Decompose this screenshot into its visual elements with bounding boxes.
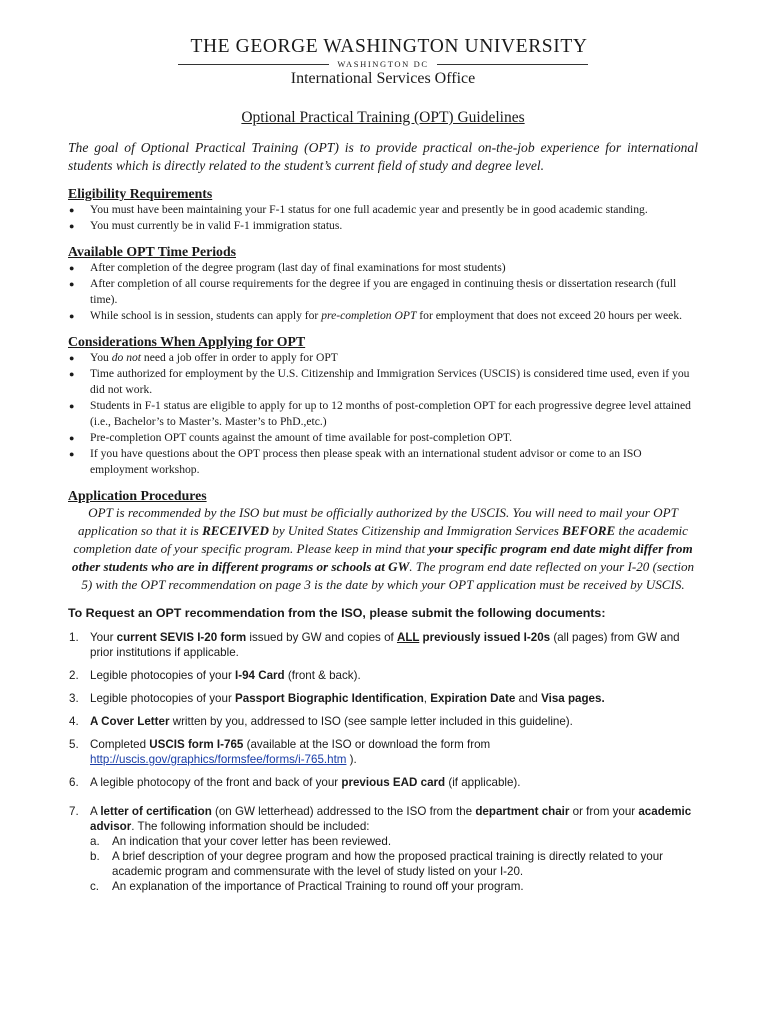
list-item: ● While school is in session, students can apply for pre-completion OPT for employment that does not exceed 20 hours per week.	[69, 309, 683, 322]
bullet-icon: ●	[69, 311, 75, 321]
intro-paragraph: The goal of Optional Practical Training (OPT) is to provide practical on-the-job experience for international students which is directly related to the student’s current field of study and degree level.	[68, 140, 698, 173]
location-line	[178, 59, 588, 69]
sub-list-item: c. An explanation of the importance of Practical Training to round off your program.	[90, 880, 524, 893]
office-name: International Services Office	[290, 70, 476, 87]
list-item: 3. Legible photocopies of your Passport Biographic Identification, Expiration Date and Visa pages.	[69, 692, 605, 705]
periods-heading: Available OPT Time Periods	[68, 244, 236, 259]
sub-list-item: b. A brief description of your degree program and how the proposed practical training is directly related to your academic program and commensurate with the level of study listed on your I-20.	[90, 850, 664, 878]
request-heading: To Request an OPT recommendation from the ISO, please submit the following documents:	[68, 606, 606, 620]
list-item: ● Time authorized for employment by the U.S. Citizenship and Immigration Services (USCIS) is considered time used, even if you did not work.	[69, 367, 690, 396]
rule-right	[437, 64, 588, 65]
eligibility-list	[68, 202, 698, 234]
bullet-icon: ●	[69, 369, 75, 379]
certification-sublist	[90, 834, 698, 894]
considerations-heading: Considerations When Applying for OPT	[68, 334, 306, 349]
university-location: WASHINGTON DC	[337, 59, 429, 69]
bullet-icon: ●	[69, 353, 75, 363]
document-title: Optional Practical Training (OPT) Guidelines	[241, 109, 525, 126]
list-item: ● If you have questions about the OPT process then please speak with an international student advisor or come to an ISO employment workshop.	[69, 447, 642, 476]
list-item: 4. A Cover Letter written by you, addressed to ISO (see sample letter included in this guideline).	[69, 715, 573, 728]
procedures-paragraph: OPT is recommended by the ISO but must be officially authorized by the USCIS. You will need to mail your OPT application so that it is RECEIVED by United States Citizenship and Immigration Services BEFORE the academic completion date of your specific program. Please keep in mind that your specific program end date might differ from other students who are in different programs or schools at GW. The program end date reflected on your I-20 (section 5) with the OPT recommendation on page 3 is the date by which your OPT application must be received by USCIS.	[71, 505, 695, 592]
list-item: ● Pre-completion OPT counts against the amount of time available for post-completion OPT.	[69, 431, 513, 444]
list-item: 7. A letter of certification (on GW letterhead) addressed to the ISO from the department chair or from your academic advisor. The following information should be included: a. An indication that your cover letter has been reviewed. b. A brief description of your degree program and how the proposed practical training is directly related to your academic program and commensurate with the level of study listed on your I-20. c. An explanation of the importance of Practical Training to round off your program.	[68, 804, 698, 894]
list-item: ● You must currently be in valid F-1 immigration status.	[69, 219, 343, 232]
bullet-icon: ●	[69, 263, 75, 273]
periods-list	[68, 260, 698, 324]
list-item: ● Students in F-1 status are eligible to apply for up to 12 months of post-completion OPT for each progressive degree level attained (i.e., Bachelor’s to Master’s. Master’s to PhD.,etc.)	[69, 399, 691, 428]
university-name: THE GEORGE WASHINGTON UNIVERSITY	[190, 36, 588, 57]
rule-left	[178, 64, 329, 65]
bullet-icon: ●	[69, 401, 75, 411]
list-item: 5. Completed USCIS form I-765 (available at the ISO or download the form from http://uscis.gov/graphics/formsfee/forms/i-765.htm ).	[69, 738, 491, 766]
list-item: ● You must have been maintaining your F-1 status for one full academic year and presently be in good academic standing.	[69, 203, 648, 216]
i765-form-link[interactable]: http://uscis.gov/graphics/formsfee/forms/i-765.htm	[90, 753, 347, 766]
bullet-icon: ●	[69, 433, 75, 443]
list-item: 2. Legible photocopies of your I-94 Card (front & back).	[69, 669, 361, 682]
procedures-heading: Application Procedures	[68, 488, 207, 503]
letterhead	[68, 36, 698, 88]
considerations-list	[68, 350, 698, 478]
bullet-icon: ●	[69, 279, 75, 289]
list-item: 6. A legible photocopy of the front and back of your previous EAD card (if applicable).	[69, 776, 521, 789]
sub-list-item: a. An indication that your cover letter has been reviewed.	[90, 835, 392, 848]
list-item: ● You do not need a job offer in order to apply for OPT	[69, 351, 338, 364]
list-item: ● After completion of all course requirements for the degree if you are engaged in continuing thesis or dissertation research (full time).	[69, 277, 677, 306]
list-item: ● After completion of the degree program (last day of final examinations for most students)	[69, 261, 506, 274]
required-documents-list	[68, 630, 698, 894]
bullet-icon: ●	[69, 205, 75, 215]
bullet-icon: ●	[69, 221, 75, 231]
bullet-icon: ●	[69, 449, 75, 459]
list-item: 1. Your current SEVIS I-20 form issued by GW and copies of ALL previously issued I-20s (all pages) from GW and prior institutions if applicable.	[69, 631, 680, 659]
eligibility-heading: Eligibility Requirements	[68, 186, 213, 201]
